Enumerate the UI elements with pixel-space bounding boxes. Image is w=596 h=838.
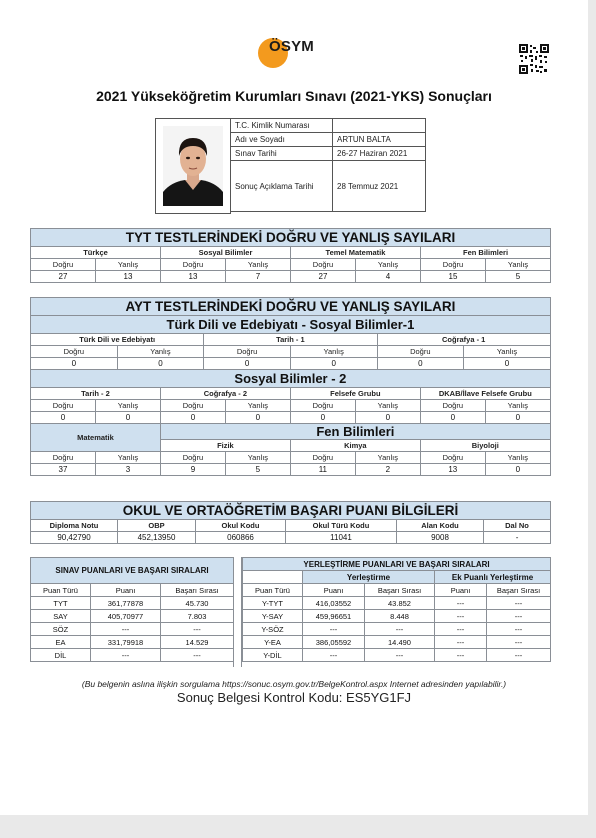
- yanlis-value: 0: [485, 412, 550, 424]
- table-row: [31, 636, 234, 649]
- okul-header: Alan Kodu: [397, 520, 484, 532]
- subject-name: Fizik: [160, 440, 290, 452]
- ek-basari-sirasi: ---: [487, 636, 551, 649]
- ek-puanli-sub: Ek Puanlı Yerleştirme: [435, 571, 551, 584]
- subject-name: Matematik: [31, 424, 161, 452]
- control-code: Sonuç Belgesi Kontrol Kodu: ES5YG1FJ: [176, 690, 412, 705]
- puan: ---: [91, 623, 161, 636]
- dogru-value: 9: [160, 464, 225, 476]
- column-header: Puan Türü: [243, 584, 303, 597]
- yanlis-label: Yanlış: [117, 346, 204, 358]
- dogru-value: 0: [204, 358, 291, 370]
- table-row: [31, 597, 234, 610]
- dogru-value: 11: [290, 464, 355, 476]
- okul-header: Diploma Notu: [31, 520, 118, 532]
- yanlis-label: Yanlış: [95, 400, 160, 412]
- yanlis-value: 3: [95, 464, 160, 476]
- okul-header: Dal No: [484, 520, 551, 532]
- dogru-label: Doğru: [160, 400, 225, 412]
- basari-sirasi: 14.490: [365, 636, 435, 649]
- yanlis-label: Yanlış: [486, 259, 551, 271]
- puan: ---: [303, 623, 365, 636]
- yanlis-label: Yanlış: [225, 452, 290, 464]
- subject-name: Coğrafya - 1: [377, 334, 550, 346]
- ayt-fen-title: Fen Bilimleri: [160, 424, 550, 440]
- dogru-value: 27: [291, 271, 356, 283]
- puan-turu: SAY: [31, 610, 91, 623]
- yanlis-value: 7: [226, 271, 291, 283]
- candidate-photo: [155, 118, 231, 214]
- empty-cell: [243, 571, 303, 584]
- puan: 361,77878: [91, 597, 161, 610]
- yanlis-label: Yanlış: [290, 346, 377, 358]
- okul-header: Okul Türü Kodu: [286, 520, 397, 532]
- dogru-label: Doğru: [420, 400, 485, 412]
- yanlis-label: Yanlış: [95, 452, 160, 464]
- tyt-title: TYT TESTLERİNDEKİ DOĞRU VE YANLIŞ SAYILARI: [31, 229, 551, 247]
- dogru-value: 0: [31, 412, 96, 424]
- subject-name: Tarih - 1: [204, 334, 377, 346]
- candidate-portrait-icon: [163, 126, 223, 206]
- table-row: [31, 610, 234, 623]
- subject-name: Tarih - 2: [31, 388, 161, 400]
- yanlis-label: Yanlış: [355, 452, 420, 464]
- subject-name: Fen Bilimleri: [421, 247, 551, 259]
- info-row: [231, 161, 426, 212]
- dogru-label: Doğru: [290, 452, 355, 464]
- ek-basari-sirasi: ---: [487, 597, 551, 610]
- dogru-label: Doğru: [31, 400, 96, 412]
- dogru-value: 0: [420, 412, 485, 424]
- dogru-value: 0: [31, 358, 118, 370]
- yanlis-label: Yanlış: [485, 452, 550, 464]
- column-header: Puanı: [435, 584, 487, 597]
- okul-value: 11041: [286, 532, 397, 544]
- qr-code-icon: [519, 44, 549, 74]
- yanlis-label: Yanlış: [96, 259, 161, 271]
- basari-sirasi: 43.852: [365, 597, 435, 610]
- okul-header: OBP: [118, 520, 196, 532]
- puan-turu: Y-SÖZ: [243, 623, 303, 636]
- dogru-value: 13: [161, 271, 226, 283]
- puan-turu: Y-SAY: [243, 610, 303, 623]
- yanlis-label: Yanlış: [356, 259, 421, 271]
- candidate-info-table: [230, 118, 426, 212]
- subject-name: DKAB/İlave Felsefe Grubu: [420, 388, 550, 400]
- exam-date-label: Sınav Tarihi: [231, 147, 333, 161]
- dogru-label: Doğru: [290, 400, 355, 412]
- yanlis-value: 5: [225, 464, 290, 476]
- ek-basari-sirasi: ---: [487, 623, 551, 636]
- okul-header: Okul Kodu: [196, 520, 286, 532]
- okul-value: 452,13950: [118, 532, 196, 544]
- info-row: [231, 147, 426, 161]
- yanlis-label: Yanlış: [226, 259, 291, 271]
- puan: 386,05592: [303, 636, 365, 649]
- dogru-label: Doğru: [377, 346, 464, 358]
- yanlis-value: 0: [117, 358, 204, 370]
- yerlestirme-title: YERLEŞTİRME PUANLARI VE BAŞARI SIRALARI: [243, 558, 551, 571]
- page-title: 2021 Yükseköğretim Kurumları Sınavı (2021-YKS) Sonuçları: [96, 88, 492, 104]
- yanlis-value: 0: [95, 412, 160, 424]
- info-row: [231, 133, 426, 147]
- yerlestirme-sub: Yerleştirme: [303, 571, 435, 584]
- puan-turu: DİL: [31, 649, 91, 662]
- puan: 459,96651: [303, 610, 365, 623]
- yanlis-value: 0: [355, 412, 420, 424]
- dogru-label: Doğru: [161, 259, 226, 271]
- subject-name: Türkçe: [31, 247, 161, 259]
- yanlis-label: Yanlış: [355, 400, 420, 412]
- table-row: [243, 597, 551, 610]
- tc-value: [333, 119, 426, 133]
- basari-sirasi: ---: [365, 623, 435, 636]
- basari-sirasi: ---: [161, 649, 234, 662]
- result-date-value: 28 Temmuz 2021: [333, 161, 426, 212]
- okul-value: 90,42790: [31, 532, 118, 544]
- puan: 405,70977: [91, 610, 161, 623]
- puan: ---: [303, 649, 365, 662]
- subject-name: Kimya: [290, 440, 420, 452]
- dogru-label: Doğru: [420, 452, 485, 464]
- yanlis-value: 0: [485, 464, 550, 476]
- yanlis-value: 0: [290, 358, 377, 370]
- subject-name: Temel Matematik: [291, 247, 421, 259]
- yerlestirme-table: [242, 557, 551, 662]
- okul-table: [30, 501, 551, 544]
- basari-sirasi: 45.730: [161, 597, 234, 610]
- yanlis-value: 4: [356, 271, 421, 283]
- dogru-label: Doğru: [160, 452, 225, 464]
- puan-turu: Y-DİL: [243, 649, 303, 662]
- subject-name: Türk Dili ve Edebiyatı: [31, 334, 204, 346]
- yanlis-value: 5: [486, 271, 551, 283]
- okul-title: OKUL VE ORTAÖĞRETİM BAŞARI PUANI BİLGİLERİ: [31, 502, 551, 520]
- info-row: [231, 119, 426, 133]
- yanlis-label: Yanlış: [225, 400, 290, 412]
- ek-puan: ---: [435, 636, 487, 649]
- dogru-label: Doğru: [31, 346, 118, 358]
- subject-name: Biyoloji: [420, 440, 550, 452]
- dogru-value: 13: [420, 464, 485, 476]
- table-row: [243, 649, 551, 662]
- dogru-value: 27: [31, 271, 96, 283]
- okul-value: 9008: [397, 532, 484, 544]
- column-header: Puanı: [91, 584, 161, 597]
- dogru-value: 0: [160, 412, 225, 424]
- ek-basari-sirasi: ---: [487, 649, 551, 662]
- okul-value: -: [484, 532, 551, 544]
- dogru-label: Doğru: [291, 259, 356, 271]
- puan: 416,03552: [303, 597, 365, 610]
- table-row: [31, 649, 234, 662]
- puan-turu: Y-TYT: [243, 597, 303, 610]
- column-header: Başarı Sırası: [161, 584, 234, 597]
- result-date-label: Sonuç Açıklama Tarihi: [231, 161, 333, 212]
- puan: ---: [91, 649, 161, 662]
- dogru-label: Doğru: [31, 259, 96, 271]
- column-header: Puan Türü: [31, 584, 91, 597]
- basari-sirasi: ---: [161, 623, 234, 636]
- ek-puan: ---: [435, 610, 487, 623]
- yanlis-value: 0: [225, 412, 290, 424]
- tyt-table: [30, 228, 551, 283]
- dogru-label: Doğru: [204, 346, 291, 358]
- dogru-value: 0: [290, 412, 355, 424]
- osym-logo: [258, 36, 328, 70]
- table-row: [243, 623, 551, 636]
- osym-logo-text: ÖSYM: [269, 38, 314, 55]
- dogru-value: 15: [421, 271, 486, 283]
- subject-name: Felsefe Grubu: [290, 388, 420, 400]
- puan-turu: Y-EA: [243, 636, 303, 649]
- ek-basari-sirasi: ---: [487, 610, 551, 623]
- yanlis-value: 13: [96, 271, 161, 283]
- sinav-puan-title: SINAV PUANLARI VE BAŞARI SIRALARI: [31, 558, 234, 584]
- basari-sirasi: 8.448: [365, 610, 435, 623]
- ek-puan: ---: [435, 649, 487, 662]
- yanlis-value: 2: [355, 464, 420, 476]
- okul-value: 060866: [196, 532, 286, 544]
- name-label: Adı ve Soyadı: [231, 133, 333, 147]
- sinav-puan-table: [30, 557, 234, 662]
- yanlis-value: 0: [464, 358, 551, 370]
- puan-turu: SÖZ: [31, 623, 91, 636]
- puan-turu: TYT: [31, 597, 91, 610]
- puan: 331,79918: [91, 636, 161, 649]
- table-row: [243, 610, 551, 623]
- tc-label: T.C. Kimlik Numarası: [231, 119, 333, 133]
- dogru-label: Doğru: [31, 452, 96, 464]
- ayt-tde-title: Türk Dili ve Edebiyatı - Sosyal Bilimler-1: [31, 316, 551, 334]
- table-row: [31, 623, 234, 636]
- basari-sirasi: 14.529: [161, 636, 234, 649]
- basari-sirasi: ---: [365, 649, 435, 662]
- verification-note: (Bu belgenin aslına ilişkin sorgulama https://sonuc.osym.gov.tr/BelgeKontrol.aspx Internet adresinden yapılabilir.): [81, 679, 507, 689]
- column-header: Başarı Sırası: [365, 584, 435, 597]
- basari-sirasi: 7.803: [161, 610, 234, 623]
- ayt-sos2-title: Sosyal Bilimler - 2: [31, 370, 551, 388]
- column-header: Başarı Sırası: [487, 584, 551, 597]
- name-value: ARTUN BALTA: [333, 133, 426, 147]
- ayt-table: [30, 297, 551, 476]
- subject-name: Coğrafya - 2: [160, 388, 290, 400]
- yanlis-label: Yanlış: [464, 346, 551, 358]
- subject-name: Sosyal Bilimler: [161, 247, 291, 259]
- yanlis-label: Yanlış: [485, 400, 550, 412]
- table-row: [243, 636, 551, 649]
- dogru-value: 37: [31, 464, 96, 476]
- ek-puan: ---: [435, 623, 487, 636]
- exam-date-value: 26-27 Haziran 2021: [333, 147, 426, 161]
- column-header: Puanı: [303, 584, 365, 597]
- table-separator: [233, 557, 242, 667]
- puan-turu: EA: [31, 636, 91, 649]
- dogru-label: Doğru: [421, 259, 486, 271]
- ek-puan: ---: [435, 597, 487, 610]
- dogru-value: 0: [377, 358, 464, 370]
- ayt-title: AYT TESTLERİNDEKİ DOĞRU VE YANLIŞ SAYILARI: [31, 298, 551, 316]
